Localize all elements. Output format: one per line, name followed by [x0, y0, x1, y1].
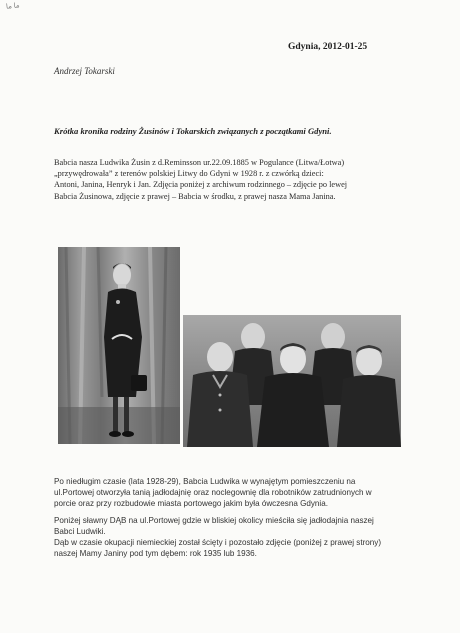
intro-line: Babcia nasza Ludwika Żusin z d.Reminsson ur.22.09.1885 w Pogulance (Litwa/Łotwa) — [54, 158, 345, 167]
photo-family-group — [183, 315, 401, 447]
intro-line: Babcia Żusinowa, zdjęcie z prawej – Babcia w środku, z prawej nasza Mama Janina. — [54, 191, 336, 201]
body-line: ul.Portowej otworzyła tanią jadłodajnię oraz noclegownię dla robotników zatrudnionych w — [54, 487, 372, 497]
body-line: Dąb w czasie okupacji niemieckiej został ścięty i pozostało zdjęcie (poniżej z prawej strony) — [54, 537, 382, 547]
body-line: Po niedługim czasie (lata 1928-29), Babcia Ludwika w wynajętym pomieszczeniu na — [54, 477, 356, 486]
photo-grandmother-portrait — [58, 247, 180, 444]
document-title: Krótka kronika rodziny Żusinów i Tokarskich związanych z początkami Gdyni. — [54, 126, 332, 136]
body-line: Babci Ludwiki. — [54, 527, 106, 537]
paragraph-oak — [54, 516, 404, 559]
intro-line: Antoni, Janina, Henryk i Jan. Zdjęcia poniżej z archiwum rodzinnego – zdjęcie po lewej — [54, 180, 348, 190]
photo-grandmother-image — [58, 247, 180, 444]
author-name: Andrzej Tokarski — [54, 66, 115, 76]
body-line: naszej Mamy Janiny pod tym dębem: rok 1935 lub 1936. — [54, 548, 257, 558]
body-line: Poniżej sławny DĄB na ul.Portowej gdzie w bliskiej okolicy mieściła się jadłodajnia naszej — [54, 516, 374, 526]
pencil-scribble: ما ما — [5, 1, 20, 11]
photo-family-image — [183, 315, 401, 447]
paragraph-cafeteria — [54, 477, 404, 509]
body-text — [54, 477, 404, 560]
intro-paragraph — [54, 157, 399, 202]
document-date: Gdynia, 2012-01-25 — [288, 42, 368, 52]
body-line: porcie oraz przy rozbudowie miasta portowego jakim była ówczesna Gdynia. — [54, 498, 328, 508]
intro-line: „przywędrowała” z terenów polskiej Litwy do Gdyni w 1928 r. z czwórką dzieci: — [54, 169, 324, 179]
